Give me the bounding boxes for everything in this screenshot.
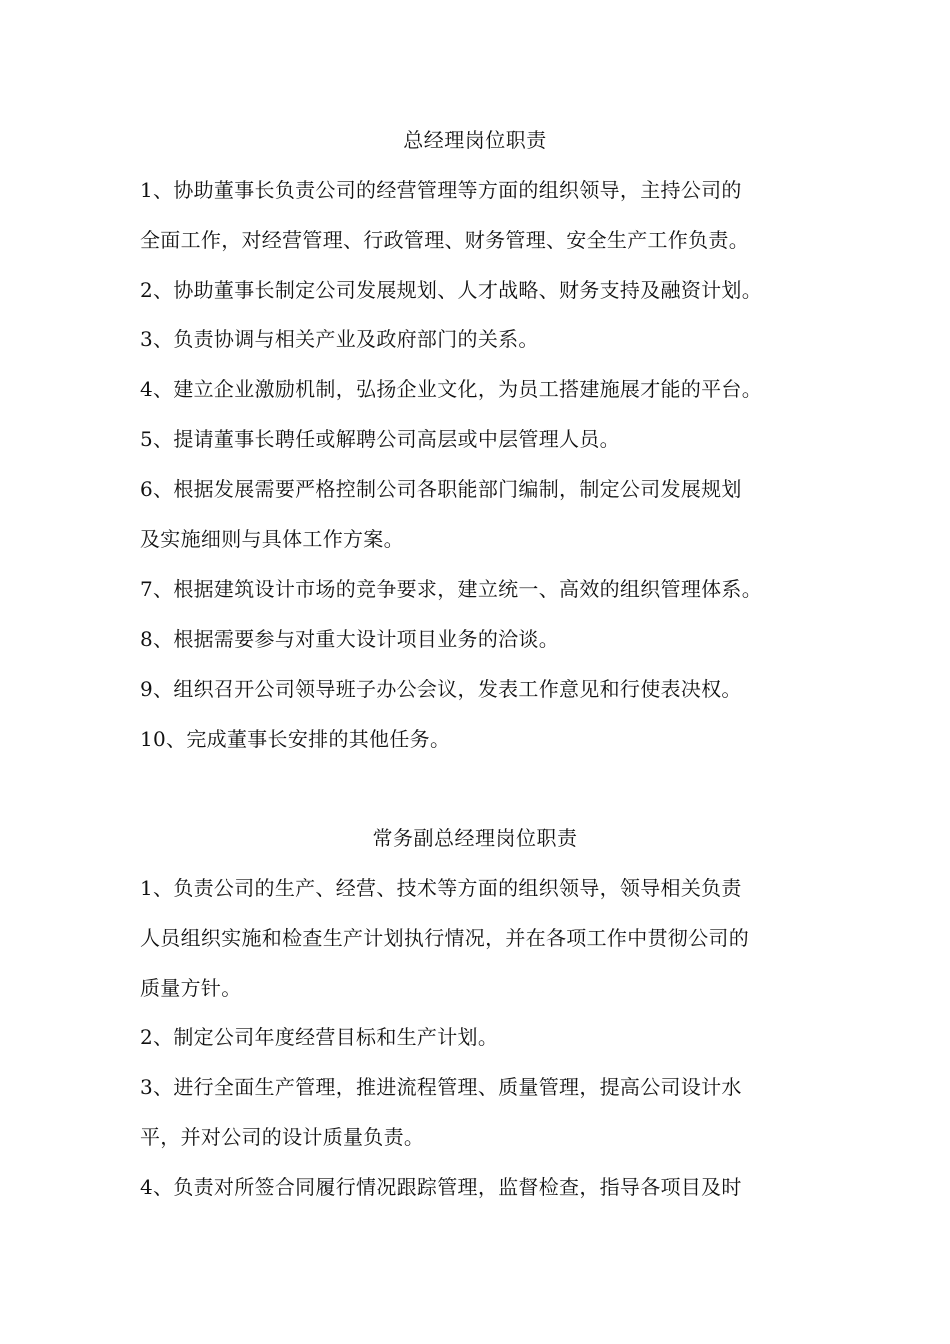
paragraph-line: 3、负责协调与相关产业及政府部门的关系。 [140, 327, 539, 351]
paragraph-line: 5、提请董事长聘任或解聘公司高层或中层管理人员。 [140, 427, 620, 451]
paragraph-line: 6、根据发展需要严格控制公司各职能部门编制，制定公司发展规划 [140, 477, 742, 501]
paragraph-line: 质量方针。 [140, 976, 242, 1000]
paragraph-line: 人员组织实施和检查生产计划执行情况，并在各项工作中贯彻公司的 [140, 926, 749, 950]
section-title-executive-vice-gm: 常务副总经理岗位职责 [372, 826, 578, 850]
paragraph-line: 平，并对公司的设计质量负责。 [140, 1125, 425, 1149]
paragraph-line: 4、负责对所签合同履行情况跟踪管理，监督检查，指导各项目及时 [140, 1175, 742, 1199]
paragraph-line: 8、根据需要参与对重大设计项目业务的洽谈。 [140, 627, 560, 651]
paragraph-line: 及实施细则与具体工作方案。 [140, 527, 404, 551]
paragraph-line: 7、根据建筑设计市场的竞争要求，建立统一、高效的组织管理体系。 [140, 577, 763, 601]
paragraph-line: 3、进行全面生产管理，推进流程管理、质量管理，提高公司设计水 [140, 1075, 742, 1099]
paragraph-line: 1、协助董事长负责公司的经营管理等方面的组织领导，主持公司的 [140, 178, 742, 202]
paragraph-line: 2、制定公司年度经营目标和生产计划。 [140, 1025, 499, 1049]
paragraph-line: 10、完成董事长安排的其他任务。 [140, 727, 451, 751]
paragraph-line: 9、组织召开公司领导班子办公会议，发表工作意见和行使表决权。 [140, 677, 742, 701]
paragraph-line: 全面工作，对经营管理、行政管理、财务管理、安全生产工作负责。 [140, 228, 749, 252]
section-title-general-manager: 总经理岗位职责 [403, 128, 547, 152]
paragraph-line: 2、协助董事长制定公司发展规划、人才战略、财务支持及融资计划。 [140, 278, 763, 302]
paragraph-line: 4、建立企业激励机制，弘扬企业文化，为员工搭建施展才能的平台。 [140, 377, 763, 401]
paragraph-line: 1、负责公司的生产、经营、技术等方面的组织领导，领导相关负责 [140, 876, 742, 900]
